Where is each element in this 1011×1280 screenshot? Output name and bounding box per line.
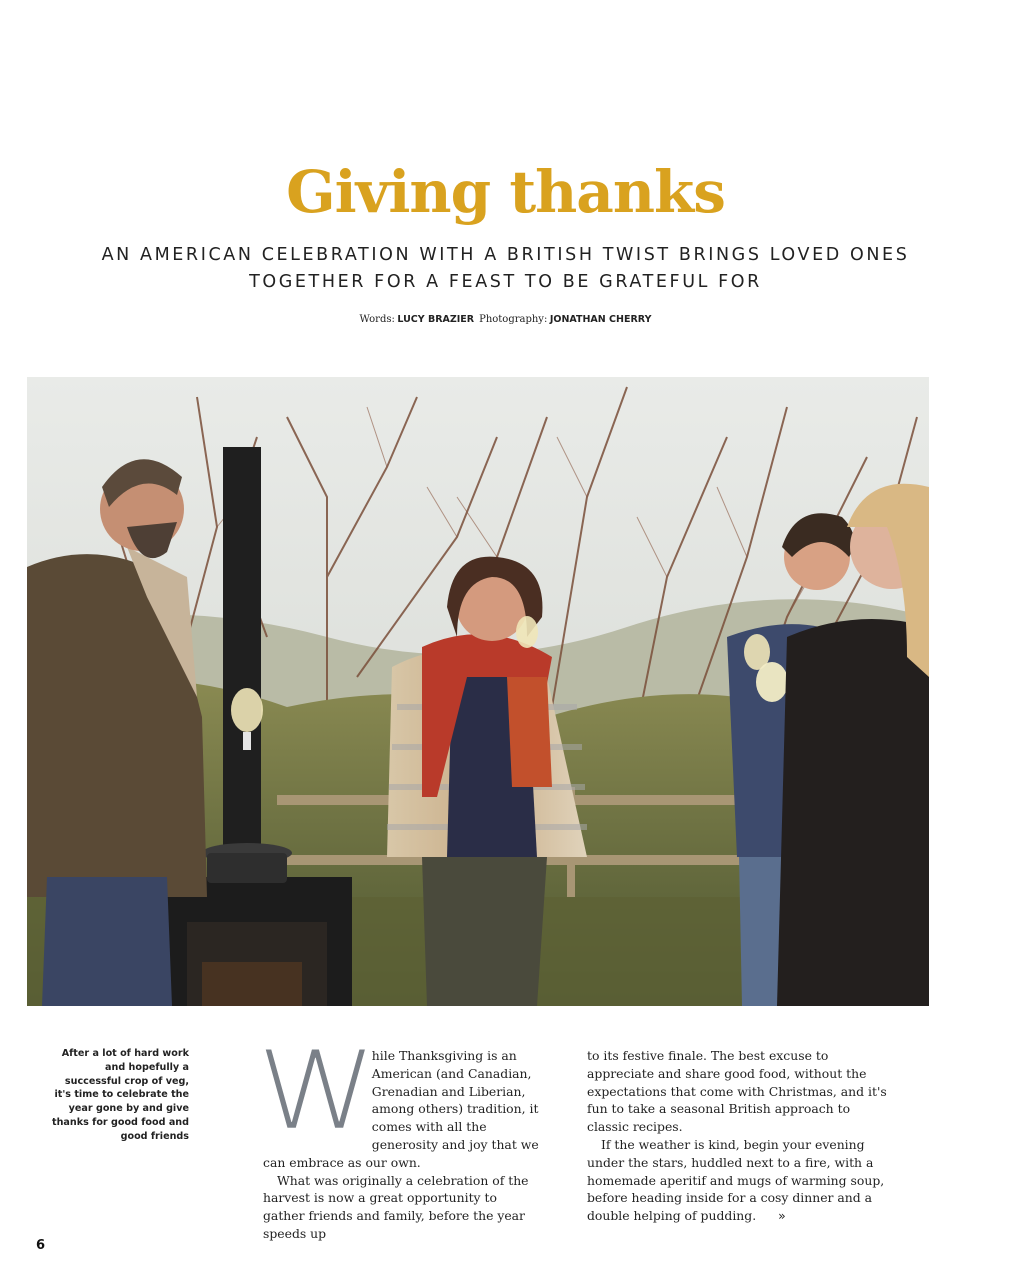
body-paragraph-2-continued: to its festive finale. The best excuse to appreciate and share good food, without the expectations that come with Christmas, and it's fun to take a seasonal British approach to classic recipes. — [587, 1048, 887, 1135]
drop-cap: W — [257, 1029, 377, 1154]
body-paragraph-2: What was originally a celebration of the harvest is now a great opportunity to gather friends and family, before the year speeds up — [263, 1172, 529, 1241]
body-paragraph-1: hile Thanksgiving is an American (and Canadian, Grenadian and Liberian, among others) tradition, it comes with all the generosity and joy that we can embrace as our own. — [263, 1048, 539, 1170]
page-number: 6 — [36, 1238, 46, 1253]
words-author: LUCY BRAZIER — [397, 314, 475, 325]
photo-caption: After a lot of hard work and hopefully a successful crop of veg, it's time to celebrate the year gone by and give thanks for good food and good friends — [52, 1048, 189, 1142]
photographer-name: JONATHAN CHERRY — [549, 314, 652, 325]
body-column-1 — [257, 1029, 541, 1243]
article-standfirst: AN AMERICAN CELEBRATION WITH A BRITISH TWIST BRINGS LOVED ONES TOGETHER FOR A FEAST TO BE GRATEFUL FOR — [101, 245, 910, 292]
photography-label: Photography: — [479, 314, 548, 325]
article-credits — [0, 314, 1011, 325]
article-title: Giving thanks — [286, 158, 725, 226]
garden-toast-illustration — [27, 377, 929, 1006]
hero-photo — [27, 377, 929, 1006]
body-column-2 — [587, 1047, 887, 1225]
end-mark-icon: » — [778, 1208, 786, 1224]
words-label: Words: — [359, 314, 395, 325]
body-paragraph-3 — [587, 1136, 887, 1225]
body-paragraph-3-text: If the weather is kind, begin your evening under the stars, huddled next to a fire, with a homemade aperitif and mugs of warming soup, before heading inside for a cosy dinner and a double helping of pudding. — [587, 1136, 885, 1224]
